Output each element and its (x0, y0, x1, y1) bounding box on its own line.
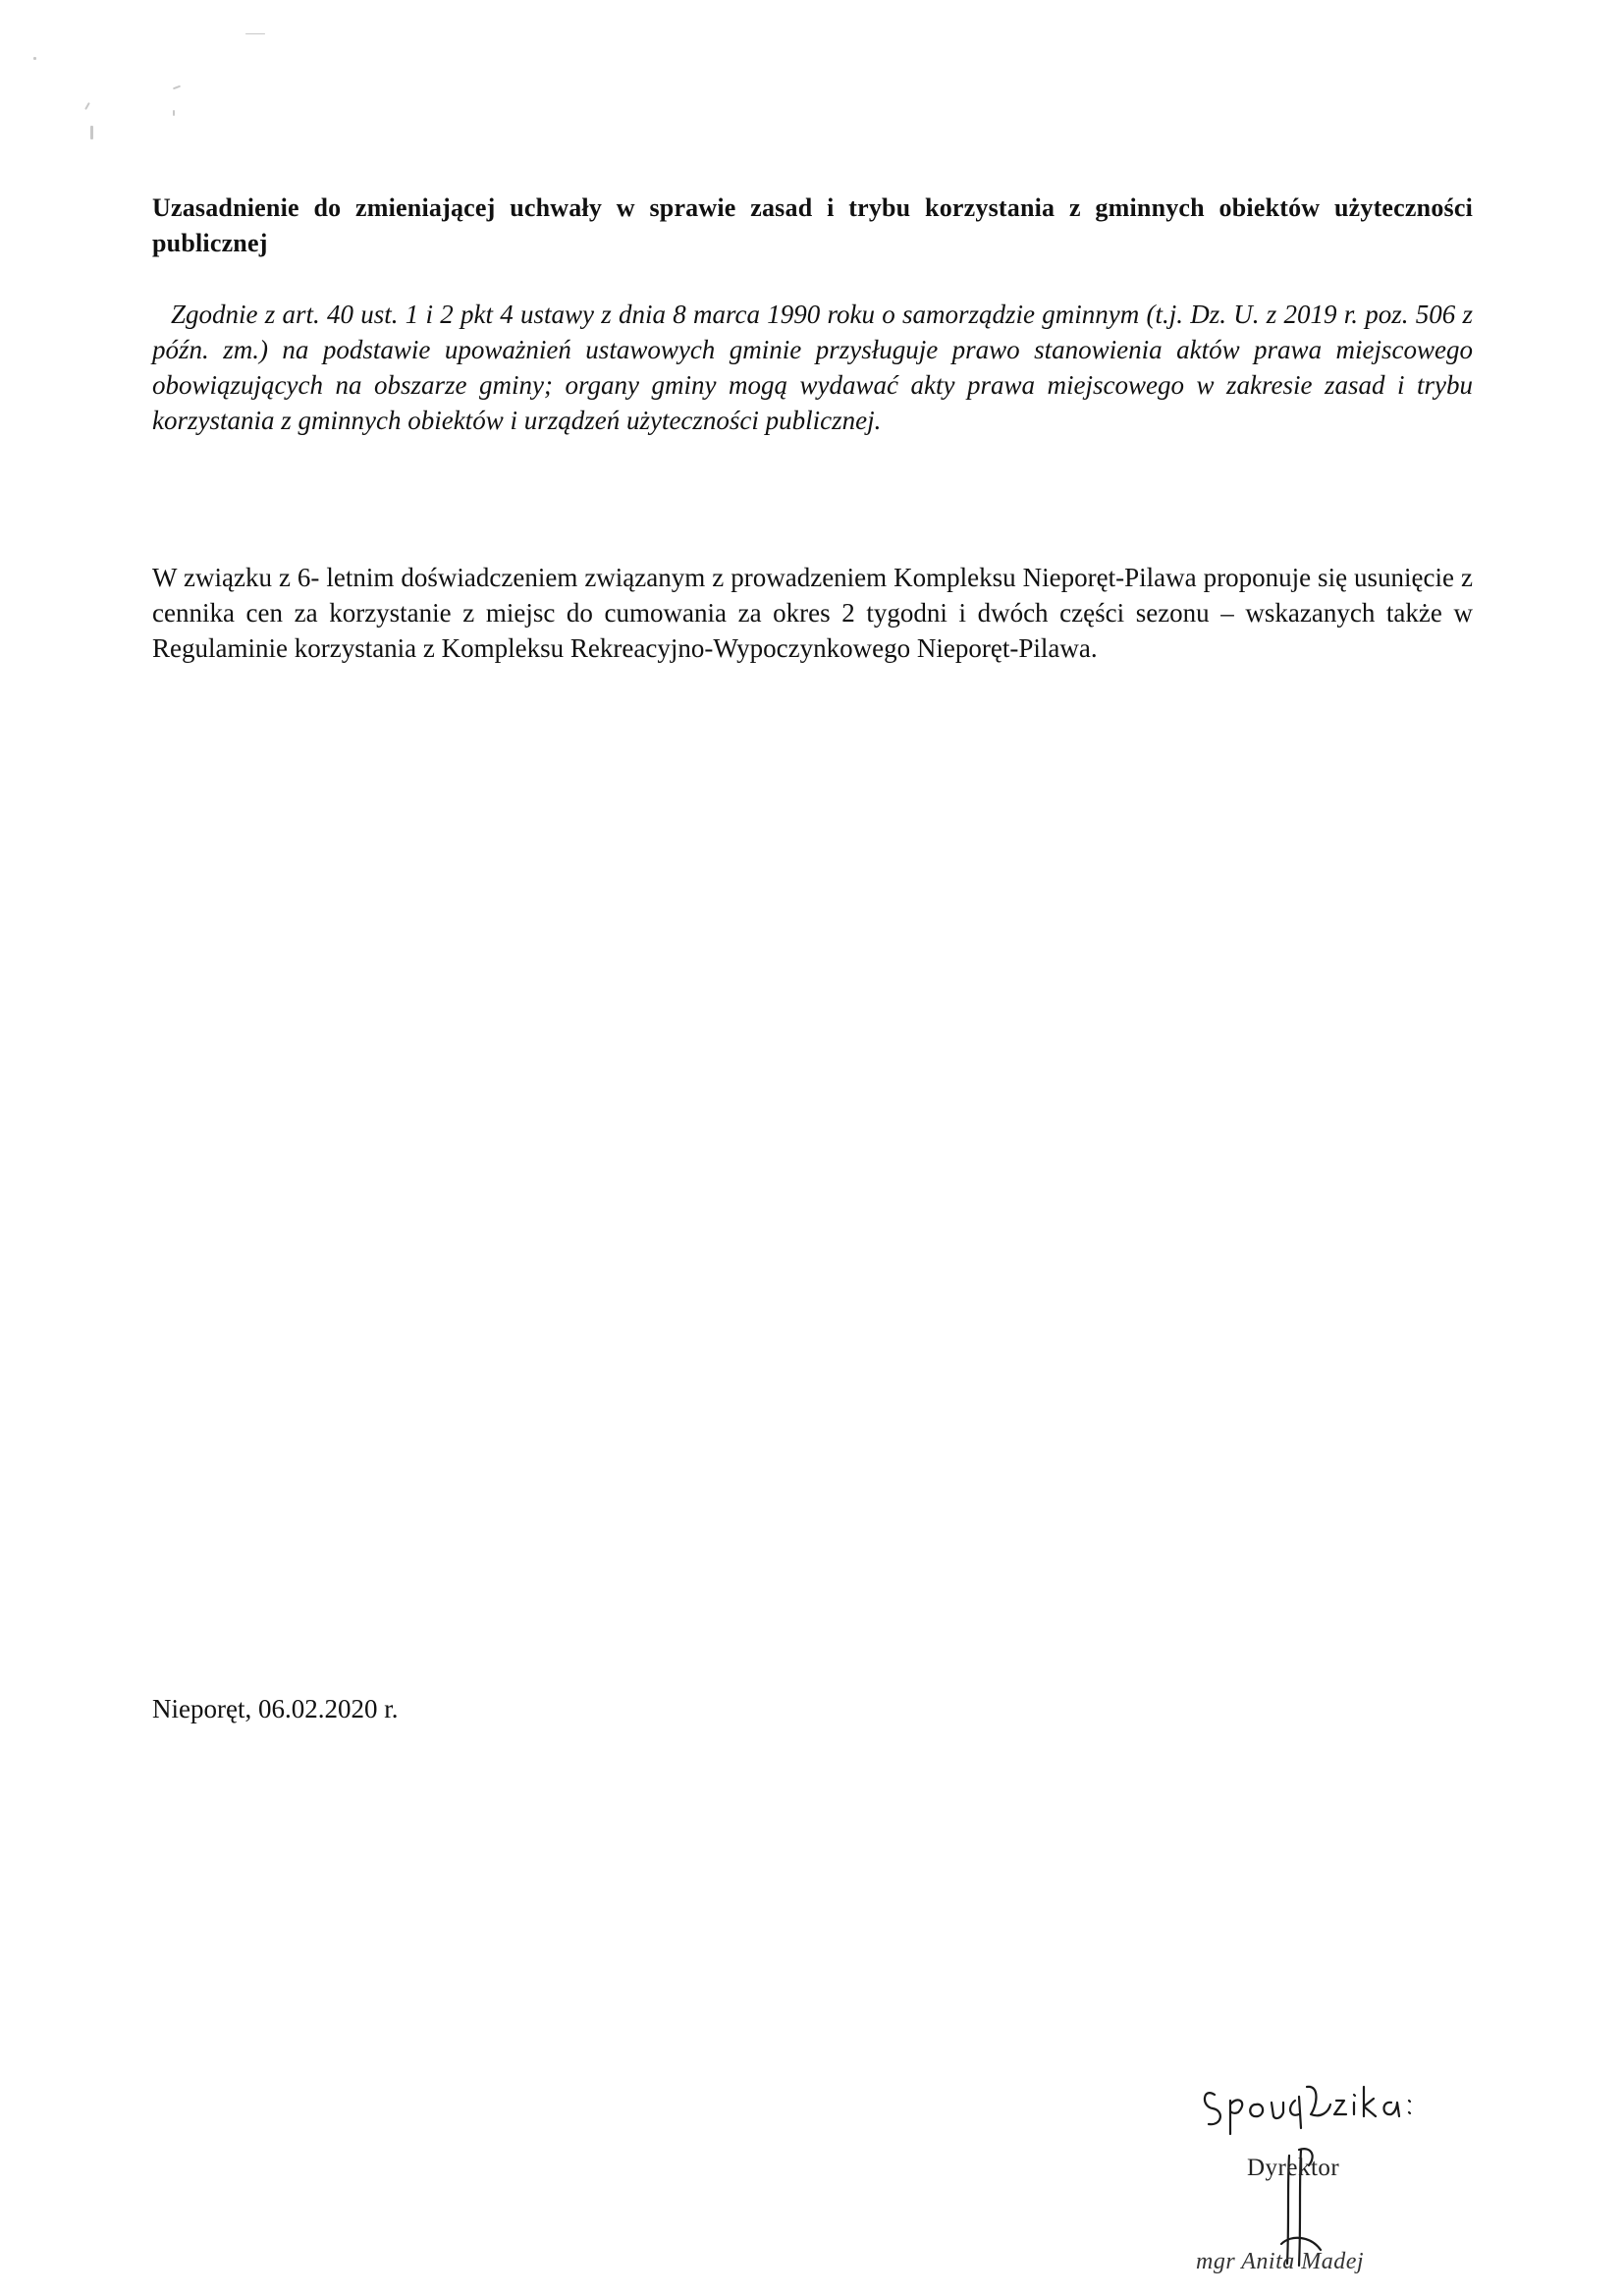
scan-speck (90, 126, 93, 139)
scan-speck (33, 57, 36, 60)
scan-speck (245, 33, 265, 34)
signer-name: mgr Anita Madej (1196, 2249, 1365, 2274)
place-and-date: Nieporęt, 06.02.2020 r. (152, 1694, 399, 1723)
document-title: Uzasadnienie do zmieniającej uchwały w sprawie zasad i trybu korzystania z gminnych obiektów użyteczności publicznej (152, 193, 1473, 257)
scan-speck (173, 85, 181, 90)
legal-basis-paragraph: Zgodnie z art. 40 ust. 1 i 2 pkt 4 ustawy z dnia 8 marca 1990 roku o samorządzie gminnym (t.j. Dz. U. z 2019 r. poz. 506 z późn. zm.) na podstawie upoważnień ustawowych gminie przysługuje prawo stanowienia aktów prawa miejscowego obowiązujących na obszarze gminy; organy gminy mogą wydawać akty prawa miejscowego w zakresie zasad i trybu korzystania z gminnych obiektów i urządzeń użyteczności publicznej. (152, 300, 1473, 435)
justification-paragraph: W związku z 6- letnim doświadczeniem związanym z prowadzeniem Kompleksu Nieporęt-Pilawa proponuje się usunięcie z cennika cen za korzystanie z miejsc do cumowania za okres 2 tygodni i dwóch części sezonu – wskazanych także w Regulaminie korzystania z Kompleksu Rekreacyjno-Wypoczynkowego Nieporęt-Pilawa. (152, 563, 1473, 663)
scan-speck (84, 102, 90, 110)
signer-title: Dyrektor (1247, 2155, 1340, 2181)
scan-speck (173, 110, 175, 116)
